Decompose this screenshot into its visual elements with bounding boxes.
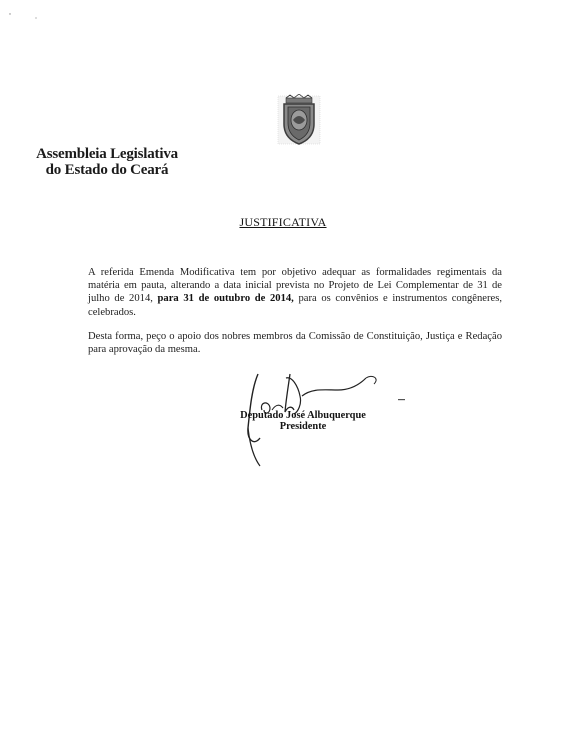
heading-text: JUSTIFICATIVA [239, 215, 327, 229]
paragraph-1-bold-date: para 31 de outubro de 2014, [157, 293, 294, 305]
justification-paragraph-1 [88, 266, 502, 319]
institution-name [22, 146, 192, 178]
institution-name-line2: do Estado do Ceará [45, 162, 169, 178]
signatory-title: Presidente [279, 421, 327, 432]
justification-paragraph-2: Desta forma, peço o apoio dos nobres membros da Comissão de Constituição, Justiça e Redação para aprovação da mesma. [88, 331, 502, 356]
document-heading [0, 215, 566, 230]
scan-mark [398, 398, 406, 401]
paragraph-1-text-after: para os convênios e instrumentos congêneres, celebrados. [88, 293, 502, 318]
state-coat-of-arms-icon [274, 94, 324, 146]
institution-name-line1: Assembleia Legislativa [36, 146, 178, 162]
signatory-name: Deputado José Albuquerque [240, 410, 366, 421]
letterhead [200, 88, 400, 184]
scan-artifact [0, 0, 566, 60]
paragraph-1-text-before: A referida Emenda Modificativa tem por objetivo adequar as formalidades regimentais da matéria em pauta, alterando a data inicial prevista no Projeto de Lei Complementar de 31 de julho de 2014, [88, 267, 502, 305]
